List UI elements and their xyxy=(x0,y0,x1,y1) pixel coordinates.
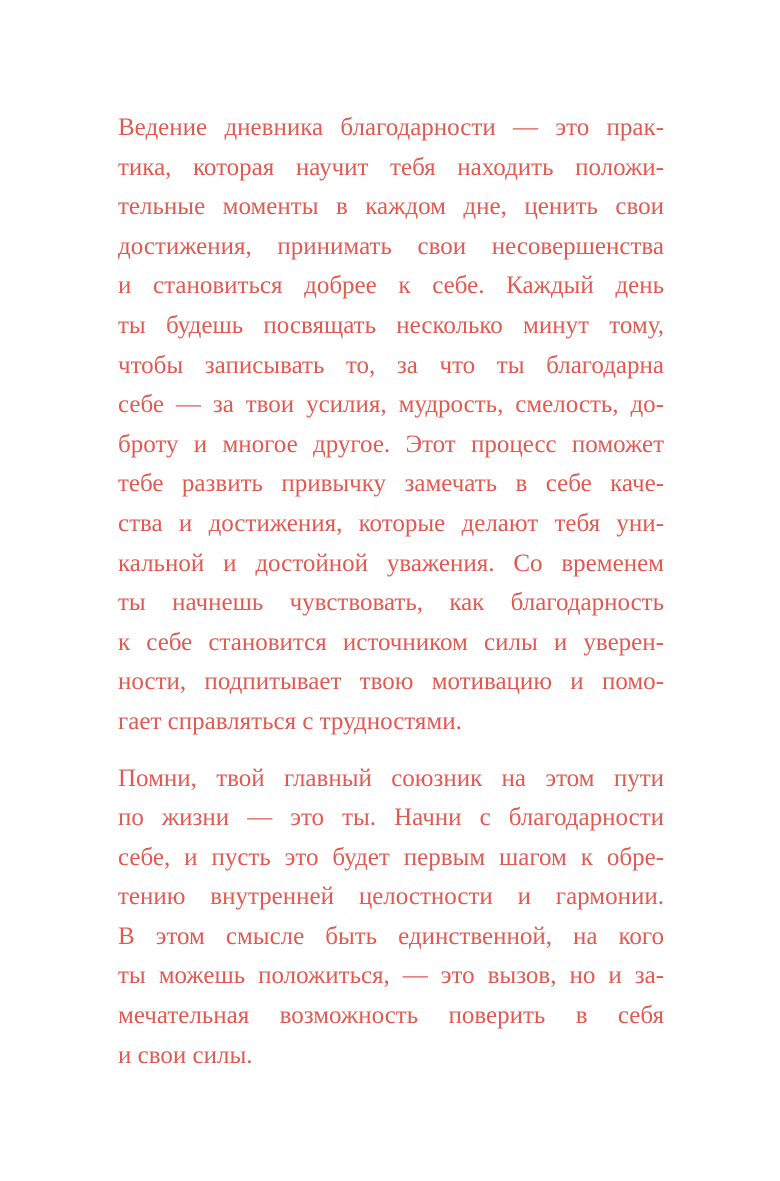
text-line: по жизни — это ты. Начни с благодарности xyxy=(118,804,664,832)
text-line: и становиться добрее к себе. Каждый день xyxy=(118,272,664,300)
text-line: тика, которая научит тебя находить положи- xyxy=(118,153,664,181)
page-body xyxy=(118,108,664,1075)
text-line: тебе развить привычку замечать в себе каче- xyxy=(118,470,664,498)
text-line: кальной и достойной уважения. Со временем xyxy=(118,549,664,577)
text-line: себе, и пусть это будет первым шагом к обре- xyxy=(118,843,664,871)
text-line: тельные моменты в каждом дне, ценить свои xyxy=(118,193,664,221)
text-line: Ведение дневника благодарности — это прак- xyxy=(118,114,664,141)
text-line: ства и достижения, которые делают тебя уни- xyxy=(118,509,664,537)
text-line: броту и многое другое. Этот процесс поможет xyxy=(118,430,664,458)
text-line: ты начнешь чувствовать, как благодарность xyxy=(118,589,664,617)
text-line: гает справляться с трудностями. xyxy=(118,707,462,735)
text-line: и свои силы. xyxy=(118,1041,253,1069)
text-line: мечательная возможность поверить в себя xyxy=(118,1002,664,1030)
text-line: чтобы записывать то, за что ты благодарна xyxy=(118,351,664,379)
text-line: ности, подпитывает твою мотивацию и помо- xyxy=(118,668,664,696)
paragraph-1 xyxy=(118,108,664,742)
text-line: ты можешь положиться, — это вызов, но и за- xyxy=(118,962,664,990)
paragraph-2 xyxy=(118,759,664,1076)
text-line: достижения, принимать свои несовершенства xyxy=(118,232,664,260)
text-line: В этом смысле быть единственной, на кого xyxy=(118,922,664,950)
text-line: к себе становится источником силы и уверен- xyxy=(118,628,664,656)
text-line: ты будешь посвящать несколько минут тому, xyxy=(118,311,664,339)
text-line: тению внутренней целостности и гармонии. xyxy=(118,883,664,911)
text-line: Помни, твой главный союзник на этом пути xyxy=(118,764,664,792)
text-line: себе — за твои усилия, мудрость, смелость, до- xyxy=(118,391,664,419)
